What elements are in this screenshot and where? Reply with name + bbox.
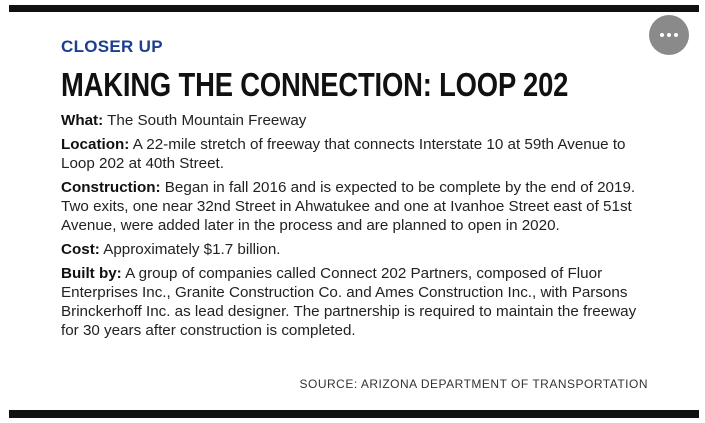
- fact-list: [61, 111, 651, 340]
- fact-label: Built by:: [61, 265, 122, 282]
- fact-label: Cost:: [61, 241, 100, 258]
- fact-label: Location:: [61, 136, 130, 153]
- source-credit: SOURCE: ARIZONA DEPARTMENT OF TRANSPORTATION: [299, 377, 648, 391]
- fact-text: Approximately $1.7 billion.: [103, 241, 281, 258]
- fact-text: Began in fall 2016 and is expected to be complete by the end of 2019. Two exits, one near 32nd Street in Ahwatukee and one at Ivanhoe Street east of 51st Avenue, were added later in the process and are planned to open in 2020.: [61, 179, 636, 234]
- fact-text: A group of companies called Connect 202 Partners, composed of Fluor Enterprises Inc., Granite Construction Co. and Ames Construction Inc., with Parsons Brinckerhoff Inc. as lead designer. The partnership is required to maintain the freeway for 30 years after construction is completed.: [61, 265, 637, 339]
- fact-label: Construction:: [61, 179, 161, 196]
- fact-construction: [61, 178, 651, 235]
- fact-what: [61, 111, 651, 130]
- fact-cost: [61, 240, 651, 259]
- top-rule: [9, 5, 699, 12]
- bottom-rule: [9, 410, 699, 418]
- fact-box: [61, 37, 651, 345]
- headline: MAKING THE CONNECTION: LOOP 202: [61, 66, 569, 103]
- kicker: CLOSER UP: [61, 37, 163, 56]
- fact-built-by: [61, 264, 651, 340]
- fact-text: A 22-mile stretch of freeway that connects Interstate 10 at 59th Avenue to Loop 202 at 40th Street.: [61, 136, 626, 172]
- fact-label: What:: [61, 112, 104, 129]
- more-horizontal-icon: [659, 32, 679, 38]
- more-options-button[interactable]: [649, 15, 689, 55]
- fact-location: [61, 135, 651, 173]
- fact-text: The South Mountain Freeway: [107, 112, 307, 129]
